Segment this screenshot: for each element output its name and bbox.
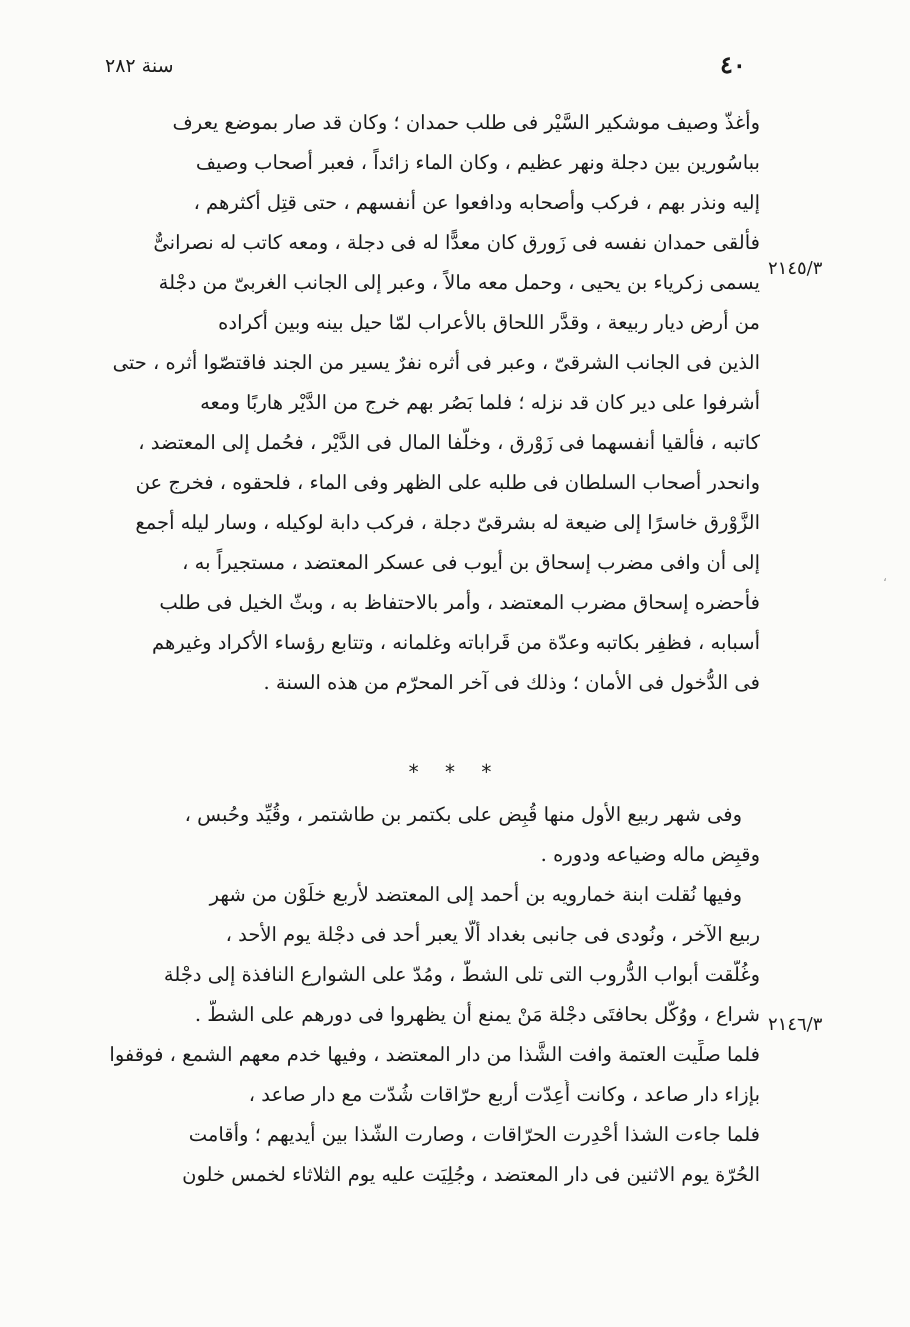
running-header-year: سنة ٢٨٢: [105, 55, 174, 77]
text-line: أشرفوا على دير كان قد نزله ؛ فلما بَصُر بهم خرج من الدَّيْر هاربًا ومعه: [200, 391, 760, 414]
text-line: يسمى زكرياء بن يحيى ، وحمل معه مالاً ، وعبر إلى الجانب الغربىّ من دجْلة: [158, 271, 760, 294]
text-line: فأحضره إسحاق مضرب المعتضد ، وأمر بالاحتفاظ به ، وبثّ الخيل فى طلب: [159, 591, 760, 614]
text-line: من أرض ديار ربيعة ، وقدَّر اللحاق بالأعراب لمّا حيل بينه وبين أكراده: [218, 311, 760, 334]
text-line: وقبِض ماله وضياعه ودوره .: [540, 843, 760, 866]
text-line: وانحدر أصحاب السلطان فى طلبه على الظهر وفى الماء ، فلحقوه ، فخرج عن: [135, 471, 760, 494]
stray-mark: ،: [883, 570, 887, 584]
text-line: الحُرّة يوم الاثنين فى دار المعتضد ، وجُلِيَت عليه يوم الثلاثاء لخمس خلون: [182, 1163, 760, 1186]
text-line: الزَّوْرق خاسرًا إلى ضيعة له بشرقىّ دجلة ، فركب دابة لوكيله ، وسار ليله أجمع: [135, 511, 760, 534]
text-line: وغُلّقت أبواب الدُّروب التى تلى الشطّ ، ومُدّ على الشوارع النافذة إلى دجْلة: [163, 963, 760, 986]
body-text: [100, 108, 760, 708]
text-line: فلما جاءت الشذا أحْدِرت الحرّاقات ، وصارت الشّذا بين أيديهم ؛ وأقامت: [188, 1123, 760, 1146]
text-line: إلى أن وافى مضرب إسحاق بن أيوب فى عسكر المعتضد ، مستجيراً به ،: [182, 551, 760, 574]
paragraph: [100, 800, 760, 880]
body-text-lower: [100, 800, 760, 1200]
text-line: فألقى حمدان نفسه فى زَورق كان معدًّا له فى دجلة ، ومعه كاتب له نصرانىٌّ: [153, 231, 760, 254]
text-line: ربيع الآخر ، ونُودى فى جانبى بغداد ألّا يعبر أحد فى دجْلة يوم الأحد ،: [225, 923, 760, 946]
text-line: كاتبه ، فألقيا أنفسهما فى زَوْرق ، وخلّفا المال فى الدَّيْر ، فحُمل إلى المعتضد ،: [138, 431, 760, 454]
text-line: وفيها نُقلت ابنة خمارويه بن أحمد إلى المعتضد لأربع خلَوْن من شهر: [209, 883, 742, 906]
text-line: بباسُورين بين دجلة ونهر عظيم ، وكان الماء زائداً ، فعبر أصحاب وصيف: [195, 151, 760, 174]
text-line: فى الدُّخول فى الأمان ؛ وذلك فى آخر المحرّم من هذه السنة .: [263, 671, 760, 694]
text-line: وفى شهر ربيع الأول منها قُبِض على بكتمر بن طاشتمر ، وقُيِّد وحُبس ،: [184, 803, 742, 826]
text-line: بإزاء دار صاعد ، وكانت أُعِدّت أربع حرّاقات شُدّت مع دار صاعد ،: [248, 1083, 760, 1106]
text-line: أسبابه ، فظفِر بكاتبه وعدّة من قَراباته وغلمانه ، وتتابع رؤساء الأكراد وغيرهم: [152, 631, 760, 654]
section-separator: * * *: [408, 760, 502, 784]
margin-reference: ٢١٤٦/٣: [768, 1014, 823, 1035]
paragraph: [100, 880, 760, 1200]
page-number: ٤٠: [720, 50, 746, 79]
text-line: الذين فى الجانب الشرقىّ ، وعبر فى أثره نفرٌ يسير من الجند فاقتصّوا أثره ، حتى: [112, 351, 760, 374]
text-line: وأغذّ وصيف موشكير السَّيْر فى طلب حمدان ؛ وكان قد صار بموضع يعرف: [172, 111, 760, 134]
text-line: إليه ونذر بهم ، فركب وأصحابه ودافعوا عن أنفسهم ، حتى قتِل أكثرهم ،: [193, 191, 760, 214]
text-line: فلما صلِّيت العتمة وافت الشَّذا من دار المعتضد ، وفيها خدم معهم الشمع ، فوقفوا: [109, 1043, 760, 1066]
paragraph: [100, 108, 760, 708]
text-line: شراع ، ووُكّل بحافتَى دجْلة مَنْ يمنع أن يظهروا فى دورهم على الشطّ .: [194, 1003, 760, 1026]
margin-reference: ٢١٤٥/٣: [768, 258, 823, 279]
